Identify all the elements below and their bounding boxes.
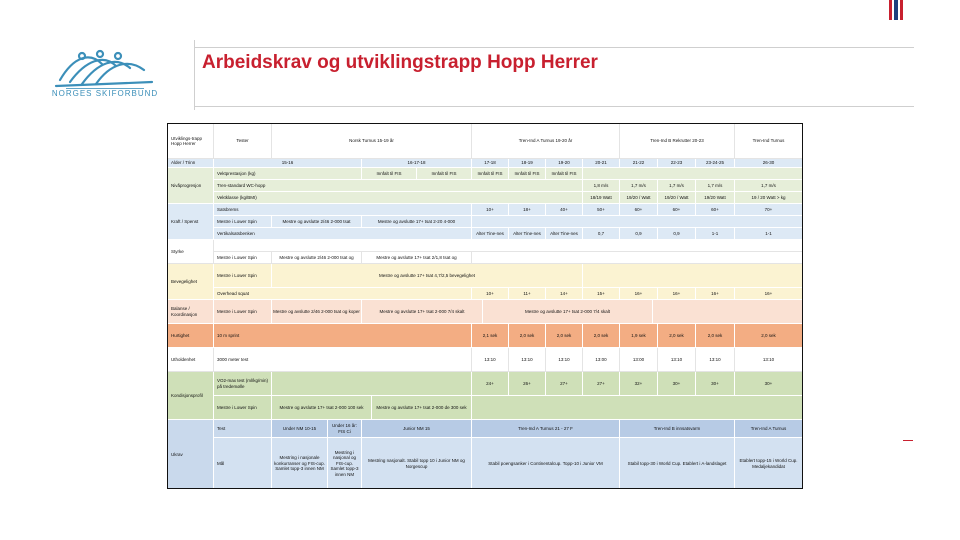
table-cell: Mestre og avslutte 17+ tsat 2-000 7/4 skalt <box>362 300 483 324</box>
table-cell: Alder / Trinn <box>168 159 214 168</box>
table-cell: Test <box>214 420 272 438</box>
table-cell: 13:10 <box>696 348 735 372</box>
table-cell: Tester <box>214 124 272 159</box>
table-cell: 1,7 m/s <box>735 180 803 192</box>
table-cell <box>583 264 803 288</box>
page-title: Arbeidskrav og utviklingstrapp Hopp Herrer <box>202 52 598 73</box>
table-cell: 13:10 <box>509 348 546 372</box>
table-cell: 19/20 / Watt <box>658 192 696 204</box>
table-cell: Nivåprogresjon <box>168 168 214 204</box>
table-cell: Mestre og avslutte 2/46 2-000 tsat <box>272 216 362 228</box>
table-cell: Hurtighet <box>168 324 214 348</box>
table-cell: Alter Tine-nes <box>509 228 546 240</box>
table-cell: Mestre og avslutte 2/46 2-000 tsat og koper <box>272 300 362 324</box>
table-cell <box>583 168 803 180</box>
table-cell: Junior NM 15 <box>362 420 472 438</box>
table-cell: 2,0 sek <box>509 324 546 348</box>
table-cell: Tren-standard WC-hopp <box>214 180 583 192</box>
table-cell: Under 16 år: FIS Ci <box>328 420 362 438</box>
table-cell <box>472 252 803 264</box>
table-cell: 30+ <box>658 372 696 396</box>
table-cell: 22-23 <box>658 159 696 168</box>
table-cell: 60+ <box>658 204 696 216</box>
table-cell: Mestre og avslutte 17+ tsat 2-000 7/4 skalt <box>483 300 653 324</box>
table-cell: 2,0 sek <box>546 324 583 348</box>
table-cell: 1-1 <box>735 228 803 240</box>
table-cell: 30+ <box>735 372 803 396</box>
table-cell: Tren-Ind A Turnus 19-20 år <box>472 124 620 159</box>
table-cell: 14+ <box>546 288 583 300</box>
table-cell: 13:10 <box>658 348 696 372</box>
table-cell: 30+ <box>696 372 735 396</box>
table-cell: Mestring nasjonalt. Stabil topp 10 i Junior NM og Norgescup <box>362 438 472 489</box>
table-cell: Mestre i Lower Spin <box>214 252 272 264</box>
table-cell: 1,8 m/s <box>583 180 620 192</box>
table-cell: 21-22 <box>620 159 658 168</box>
table-cell: Tren-Ind B Rekrutter 20-23 <box>620 124 735 159</box>
table-cell: Mestre i Lower Spin <box>214 396 272 420</box>
table-cell: 32+ <box>620 372 658 396</box>
table-cell: Mestre i Lower Spin <box>214 300 272 324</box>
table-cell: Mestre i Lower Spin <box>214 264 272 288</box>
table-cell: 1,7 m/s <box>658 180 696 192</box>
table-cell <box>272 372 472 396</box>
table-cell: 50+ <box>583 204 620 216</box>
table-cell: 16-17-18 <box>362 159 472 168</box>
table-cell: Innfalt til FIS <box>417 168 472 180</box>
table-cell: Tren-Ind A Turnus 21 - 27 F <box>472 420 620 438</box>
table-cell: Mestre og avslutte 17+ tsat 2-000 100 sek <box>272 396 372 420</box>
table-cell: 2,1 sek <box>472 324 509 348</box>
table-cell: 2,0 sek <box>583 324 620 348</box>
table-cell: Alter Tine-nes <box>472 228 509 240</box>
table-cell: 10+ <box>472 204 509 216</box>
table-cell: 10+ <box>472 288 509 300</box>
table-cell: 11+ <box>509 288 546 300</box>
table-cell: Mål <box>214 438 272 489</box>
table-cell <box>472 216 803 228</box>
table-cell: 15-16 <box>214 159 362 168</box>
table-cell: Mestre i Lower Spin <box>214 216 272 228</box>
table-cell: Innfalt til FIS <box>546 168 583 180</box>
title-divider-top <box>194 47 914 48</box>
table-cell: Mestre og avslutte 17+ tsat 2-000 de 300 sek <box>372 396 472 420</box>
table-cell: 27+ <box>546 372 583 396</box>
table-cell: 2,0 sek <box>735 324 803 348</box>
table-cell: 23-24-25 <box>696 159 735 168</box>
table-cell: Etablert topp-15 i World Cup. Medaljekandidat <box>735 438 803 489</box>
table-cell: 20-21 <box>583 159 620 168</box>
table-cell: 19/20 Watt <box>696 192 735 204</box>
table-cell: Tren-Ind A Turnus <box>735 420 803 438</box>
table-cell: 0,9 <box>620 228 658 240</box>
table-cell: Mestring i nasjonale konkurranser og FIS-cup. Samlet topp-3 innen NM <box>272 438 328 489</box>
table-cell: Mestre og avslutte 17+ tsat 4,7/2,5 bevegelighet <box>272 264 583 288</box>
table-cell: Vektklasse (kg/BMI) <box>214 192 583 204</box>
logo-text: NORGES SKIFORBUND <box>52 89 158 98</box>
table-cell: 1,9 sek <box>620 324 658 348</box>
table-cell: Ukrav <box>168 420 214 489</box>
table-cell: Mestring i nasjonal og FIS-cup. Samlet topp-3 innen NM <box>328 438 362 489</box>
table-cell: Kondisjonsprofil <box>168 372 214 420</box>
table-cell: Mestre og avslutte 17+ tsat 2-20 4-000 <box>362 216 472 228</box>
table-cell: 13:10 <box>735 348 803 372</box>
table-cell: Utholdenhet <box>168 348 214 372</box>
table-cell: 60+ <box>620 204 658 216</box>
table-cell: 19/20 / Watt <box>620 192 658 204</box>
table-cell: VO2-max test (ml/kg/min) på tredemølle <box>214 372 272 396</box>
title-divider-vertical <box>194 40 195 110</box>
table-cell: 18+ <box>509 204 546 216</box>
table-cell: 19-20 <box>546 159 583 168</box>
table-cell: 16+ <box>696 288 735 300</box>
table-cell: Alter Tine-nes <box>546 228 583 240</box>
table-cell <box>653 300 803 324</box>
table-cell: Vertikalsatsbenken <box>214 228 472 240</box>
table-cell: 2,0 sek <box>658 324 696 348</box>
table-cell: Tren-Ind Turnus <box>735 124 803 159</box>
table-cell: Mestre og avslutte 2/46 2-000 tsat og <box>272 252 362 264</box>
table-cell: Styrke <box>168 240 214 264</box>
table-cell: Norsk Turnus 15-19 år <box>272 124 472 159</box>
table-cell: 40+ <box>546 204 583 216</box>
table-cell: 3000 meter test <box>214 348 472 372</box>
skiforbund-logo-icon <box>52 42 158 106</box>
table-cell: Vektprestasjon (kg) <box>214 168 362 180</box>
table-cell: 10 m sprint <box>214 324 472 348</box>
table-cell: 13:10 <box>472 348 509 372</box>
table-cell: 24+ <box>472 372 509 396</box>
table-cell: Mestre og avslutte 17+ tsat 2/1,8 tsat og <box>362 252 472 264</box>
title-divider-bottom <box>194 106 914 107</box>
table-cell: Kraft / Spenst <box>168 204 214 240</box>
table-cell: 27+ <box>583 372 620 396</box>
table-cell: 15+ <box>583 288 620 300</box>
table-cell: 13:00 <box>620 348 658 372</box>
table-cell: Satsbrems <box>214 204 472 216</box>
table-cell: 26-30 <box>735 159 803 168</box>
table-cell: 60+ <box>696 204 735 216</box>
table-cell <box>214 240 803 252</box>
table-cell: 1-1 <box>696 228 735 240</box>
table-cell: 16+ <box>735 288 803 300</box>
accent-line <box>903 440 913 441</box>
table-cell: Innfalt til FIS <box>472 168 509 180</box>
table-cell: Innfalt til FIS <box>509 168 546 180</box>
table-cell: 16+ <box>658 288 696 300</box>
table-cell: Stabil topp-30 i World Cup. Etablert i A-landslaget <box>620 438 735 489</box>
table-cell: 13:00 <box>583 348 620 372</box>
table-cell: Innfalt til FIS <box>362 168 417 180</box>
table-cell: 18-19 <box>509 159 546 168</box>
table-cell: Overhead squat <box>214 288 472 300</box>
table-cell: 0,9 <box>658 228 696 240</box>
table-cell: Under NM 10-15 <box>272 420 328 438</box>
table-cell <box>472 396 803 420</box>
table-cell: 70+ <box>735 204 803 216</box>
table-cell: 26+ <box>509 372 546 396</box>
table-cell: 1,7 m/s <box>620 180 658 192</box>
table-cell: Bevegelighet <box>168 264 214 300</box>
table-cell: 13:10 <box>546 348 583 372</box>
table-cell: Stabil poengsanker i Continentalcup. Topp-10 i Junior VM <box>472 438 620 489</box>
table-cell: Utviklings-trapp Hopp Herrer <box>168 124 214 159</box>
table-cell: Balanse / Koordinasjon <box>168 300 214 324</box>
table-cell: 18/19 Watt <box>583 192 620 204</box>
table-cell: 0,7 <box>583 228 620 240</box>
table-cell: 1,7 m/s <box>696 180 735 192</box>
development-ladder-table <box>167 123 803 489</box>
table-cell: 17-18 <box>472 159 509 168</box>
table-cell: 19 / 20 Watt > kg <box>735 192 803 204</box>
table-cell: Tren-Ind B innsatsvarm <box>620 420 735 438</box>
table-cell: 16+ <box>620 288 658 300</box>
table-cell: 2,0 sek <box>696 324 735 348</box>
flag-icon <box>889 0 903 20</box>
